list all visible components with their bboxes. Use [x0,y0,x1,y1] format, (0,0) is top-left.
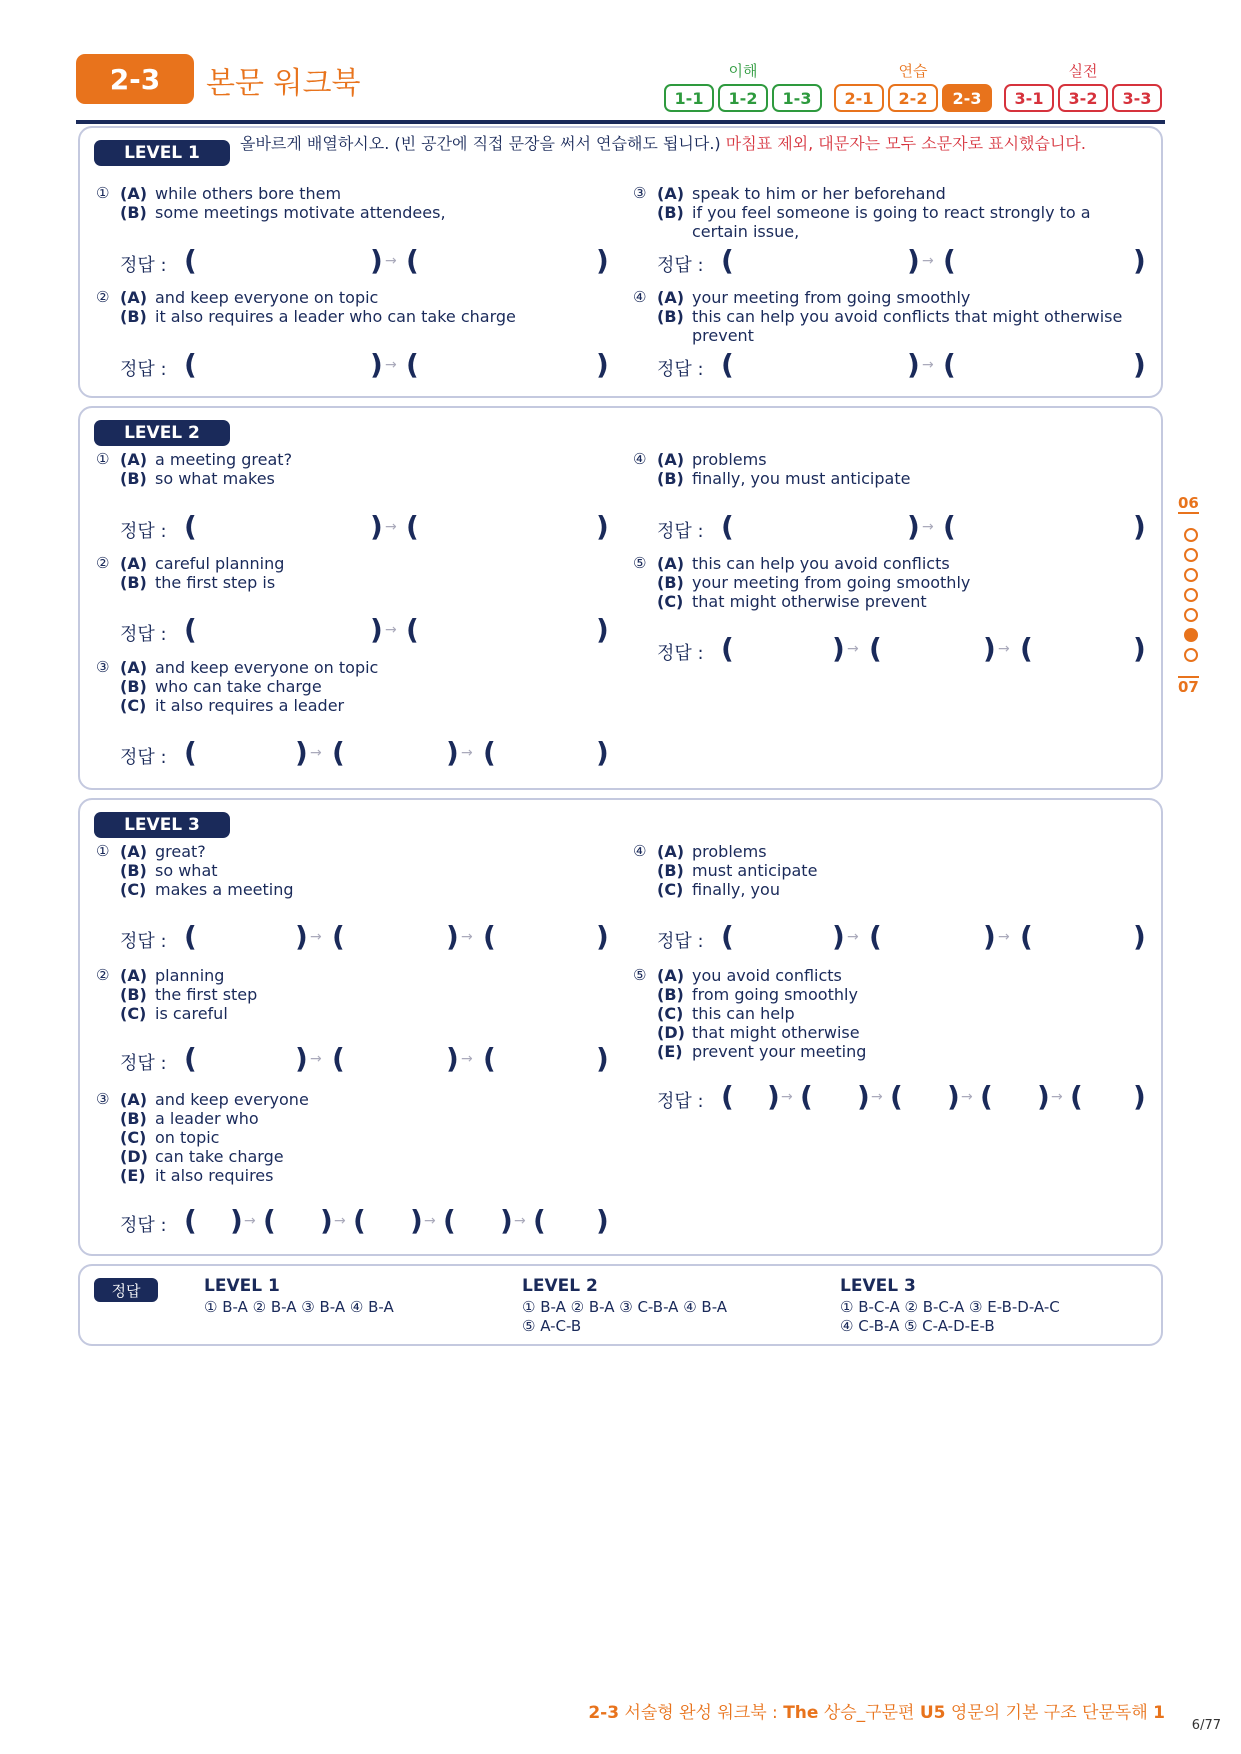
tab-2-3[interactable]: 2-3 [942,84,992,112]
level3-q3-answer[interactable]: 정답 : ( ) → ( ) → ( ) → ( ) → ( ) [120,1204,609,1237]
tab-1-1[interactable]: 1-1 [664,84,714,112]
header-divider [76,120,1165,124]
level3-section [78,798,1163,1256]
level2-q1: ① (A) a meeting great? (B) so what makes [96,450,293,488]
level3-badge: LEVEL 3 [94,812,230,838]
tab-2-2[interactable]: 2-2 [888,84,938,112]
level1-q1: ① (A) while others bore them (B) some meetings motivate attendees, [96,184,446,222]
level2-q5-answer[interactable]: 정답 : ( ) → ( ) → ( ) [657,632,1146,665]
tabs-understanding [664,84,822,112]
level1-q2-answer[interactable]: 정답 : ( ) → ( ) [120,348,609,381]
level1-q4-answer[interactable]: 정답 : ( ) → ( ) [657,348,1146,381]
progress-dot-4[interactable] [1184,588,1198,602]
tabs-practice [834,84,992,112]
level1-q3: ③ (A) speak to him or her beforehand (B) if you feel someone is going to react strongly to a certain issue, [633,184,1091,241]
level3-q5: ⑤ (A) you avoid conflicts (B) from going smoothly (C) this can help (D) that might otherwise (E) prevent your meeting [633,966,867,1061]
level2-q2-answer[interactable]: 정답 : ( ) → ( ) [120,613,609,646]
progress-dot-7[interactable] [1184,648,1198,662]
level2-q3: ③ (A) and keep everyone on topic (B) who can take charge (C) it also requires a leader [96,658,379,715]
level3-q2-answer[interactable]: 정답 : ( ) → ( ) → ( ) [120,1042,609,1075]
level1-section [78,126,1163,398]
progress-dot-3[interactable] [1184,568,1198,582]
level1-q1-answer[interactable]: 정답 : ( ) → ( ) [120,244,609,277]
answer-key-level2: LEVEL 2 ① B-A ② B-A ③ C-B-A ④ B-A ⑤ A-C-B [522,1276,728,1335]
level2-q5: ⑤ (A) this can help you avoid conflicts (B) your meeting from going smoothly (C) that might otherwise prevent [633,554,971,611]
tab-1-2[interactable]: 1-2 [718,84,768,112]
level2-q4-answer[interactable]: 정답 : ( ) → ( ) [657,510,1146,543]
page-title: 본문 워크북 [206,66,361,101]
level3-q2: ② (A) planning (B) the first step (C) is careful [96,966,258,1023]
level2-q1-answer[interactable]: 정답 : ( ) → ( ) [120,510,609,543]
level3-q1-answer[interactable]: 정답 : ( ) → ( ) → ( ) [120,920,609,953]
level1-instruction: 올바르게 배열하시오. (빈 공간에 직접 문장을 써서 연습해도 됩니다.) 마침표 제외, 대문자는 모두 소문자로 표시했습니다. [240,134,1086,153]
answer-key-level3: LEVEL 3 ① B-C-A ② B-C-A ③ E-B-D-A-C ④ C-B-A ⑤ C-A-D-E-B [840,1276,1060,1335]
tab-1-3[interactable]: 1-3 [772,84,822,112]
level1-badge: LEVEL 1 [94,140,230,166]
level2-badge: LEVEL 2 [94,420,230,446]
category-practice: 연습 [898,62,928,80]
lesson-badge: 2-3 [76,54,194,104]
progress-dot-5[interactable] [1184,608,1198,622]
answer-key-level1: LEVEL 1 ① B-A ② B-A ③ B-A ④ B-A [204,1276,394,1316]
level3-q3: ③ (A) and keep everyone (B) a leader who (C) on topic (D) can take charge (E) it also requires [96,1090,309,1185]
side-chapter-start: 06 [1178,494,1199,512]
level2-q2: ② (A) careful planning (B) the first step is [96,554,285,592]
progress-dot-1[interactable] [1184,528,1198,542]
tabs-real [1004,84,1162,112]
tab-2-1[interactable]: 2-1 [834,84,884,112]
tab-3-1[interactable]: 3-1 [1004,84,1054,112]
level3-q4: ④ (A) problems (B) must anticipate (C) finally, you [633,842,818,899]
level3-q5-answer[interactable]: 정답 : ( ) → ( ) → ( ) → ( ) → ( ) [657,1080,1146,1113]
level3-q1: ① (A) great? (B) so what (C) makes a meeting [96,842,294,899]
category-understanding: 이해 [728,62,758,80]
level2-q3-answer[interactable]: 정답 : ( ) → ( ) → ( ) [120,736,609,769]
level1-q2: ② (A) and keep everyone on topic (B) it also requires a leader who can take charge [96,288,516,326]
level2-section [78,406,1163,790]
progress-dot-6-current[interactable] [1184,628,1198,642]
level1-q3-answer[interactable]: 정답 : ( ) → ( ) [657,244,1146,277]
level1-q4: ④ (A) your meeting from going smoothly (B) this can help you avoid conflicts that might otherwise prevent [633,288,1123,345]
category-real: 실전 [1068,62,1098,80]
tab-3-2[interactable]: 3-2 [1058,84,1108,112]
progress-dot-2[interactable] [1184,548,1198,562]
tab-3-3[interactable]: 3-3 [1112,84,1162,112]
page-number: 6/77 [1191,1718,1221,1733]
level3-q4-answer[interactable]: 정답 : ( ) → ( ) → ( ) [657,920,1146,953]
answer-key-section [78,1264,1163,1346]
answer-key-badge: 정답 [94,1278,158,1302]
level2-q4: ④ (A) problems (B) finally, you must anticipate [633,450,911,488]
footer-title: 2-3 서술형 완성 워크북 : The 상승_구문편 U5 영문의 기본 구조 단문독해 1 [588,1703,1165,1723]
side-chapter-end: 07 [1178,678,1199,696]
